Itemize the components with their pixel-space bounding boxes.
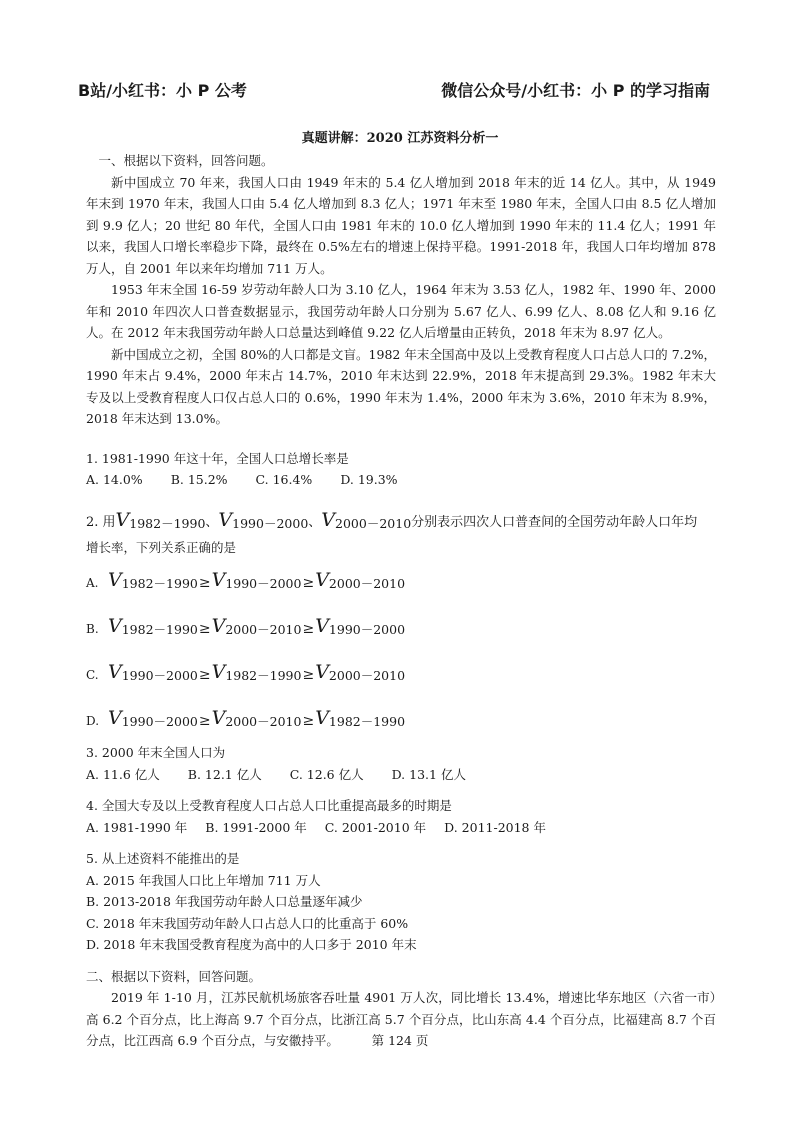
q4-option-c: C. 2001-2010 年 — [324, 819, 427, 835]
q5-stem: 5. 从上述资料不能推出的是 — [86, 851, 240, 866]
header-left: B站/小红书：小 P 公考 — [78, 81, 247, 100]
q4-option-a: A. 1981-1990 年 — [86, 819, 188, 835]
q2-option-b: B. $V_{1982-1990}$ ≥ $V_{2000-2010}$ ≥ $V_{1990-2000}$ — [86, 614, 406, 637]
q4-options — [86, 817, 716, 839]
q2-stem: 2. 用$V_{1982-1990}$、$V_{1990-2000}$、$V_{2000-2010}$分别表示四次人口普查间的全国劳动年龄人口年均 — [86, 508, 698, 531]
section1-heading: 一、根据以下资料，回答问题。 — [98, 153, 274, 168]
section1-paragraph-1: 新中国成立 70 年来，我国人口由 1949 年末的 5.4 亿人增加到 2018 年末的近 14 亿人。其中，从 1949 年末到 1970 年末，我国人口由 5.4 亿人增加到 8.3 亿人；1971 年末至 1980 年末，全国人口由 8.5 亿人增加到 9.9 亿人；20 世纪 80 年代，全国人口由 1981 年末的 10.0 亿人增加到 1990 年末的 11.4 亿人；1991 年以来，我国人口增长率稳步下降，最终在 0.5%左右的增速上保持平稳。1991-2018 年，我国人口年均增加 878 万人，自 2001 年以来年均增加 711 万人。 — [86, 174, 716, 276]
q5-option-c: C. 2018 年末我国劳动年龄人口占总人口的比重高于 60% — [86, 915, 409, 931]
q4-option-b: B. 1991-2000 年 — [205, 819, 307, 835]
q5-option-d: D. 2018 年末我国受教育程度为高中的人口多于 2010 年末 — [86, 937, 417, 952]
document-body — [86, 150, 716, 1052]
page-number: 第 124 页 — [371, 1033, 429, 1048]
q1-option-d: D. 19.3% — [340, 472, 398, 487]
q1-stem: 1. 1981-1990 年这十年，全国人口总增长率是 — [86, 450, 349, 466]
q5-option-b: B. 2013-2018 年我国劳动年龄人口总量逐年减少 — [86, 894, 363, 909]
q2-option-c: C. $V_{1990-2000}$ ≥ $V_{1982-1990}$ ≥ $V_{2000-2010}$ — [86, 660, 406, 683]
section2-paragraph: 2019 年 1-10 月，江苏民航机场旅客吞吐量 4901 万人次，同比增长 13.4%，增速比华东地区（六省一市）高 6.2 个百分点，比上海高 9.7 个百分点，比浙江高 5.7 个百分点，比山东高 4.4 个百分点，比福建高 8.7 个百分点，比江西高 6.9 个百分点，与安徽持平。 — [86, 990, 716, 1048]
q2-option-d: D. $V_{1990-2000}$ ≥ $V_{2000-2010}$ ≥ $V_{1982-1990}$ — [86, 706, 406, 729]
q3-option-a: A. 11.6 亿人 — [86, 766, 160, 782]
q2-stem-line2: 增长率，下列关系正确的是 — [86, 539, 237, 555]
q3-option-c: C. 12.6 亿人 — [289, 766, 364, 782]
q3-option-d: D. 13.1 亿人 — [391, 766, 466, 782]
q4-option-d: D. 2011-2018 年 — [444, 819, 546, 835]
q3-stem: 3. 2000 年末全国人口为 — [86, 745, 226, 760]
section1-paragraph-3: 新中国成立之初，全国 80%的人口都是文盲。1982 年末全国高中及以上受教育程度人口占总人口的 7.2%，1990 年末占 9.4%，2000 年末占 14.7%，2010 年末达到 22.9%，2018 年末提高到 29.3%。1982 年末大专及以上受教育程度人口仅占总人口的 0.6%，1990 年末为 1.4%，2000 年末为 3.6%，2010 年末为 8.9%，2018 年末达到 13.0%。 — [86, 346, 716, 426]
header-right: 微信公众号/小红书：小 P 的学习指南 — [441, 81, 710, 100]
q1-option-a: A. 14.0% — [86, 472, 143, 487]
q1-option-b: B. 15.2% — [170, 472, 228, 487]
q1-option-c: C. 16.4% — [255, 472, 313, 487]
q1-options — [86, 469, 716, 491]
page-title: 真题讲解：2020 江苏资料分析一 — [301, 131, 499, 146]
q3-option-b: B. 12.1 亿人 — [187, 766, 262, 782]
section1-paragraph-2: 1953 年末全国 16-59 岁劳动年龄人口为 3.10 亿人，1964 年末为 3.53 亿人，1982 年、1990 年、2000 年和 2010 年四次人口普查数据显示，我国劳动年龄人口分别为 5.67 亿人、6.99 亿人、8.08 亿人和 9.16 亿人。在 2012 年末我国劳动年龄人口总量达到峰值 9.22 亿人后增量由正转负，2018 年末为 8.97 亿人。 — [86, 282, 716, 340]
section2-heading: 二、根据以下资料，回答问题。 — [86, 968, 262, 984]
q3-options — [86, 764, 716, 786]
q5-option-a: A. 2015 年我国人口比上年增加 711 万人 — [86, 872, 321, 888]
q4-stem: 4. 全国大专及以上受教育程度人口占总人口比重提高最多的时期是 — [86, 798, 452, 813]
q2-option-a: A. $V_{1982-1990}$ ≥ $V_{1990-2000}$ ≥ $V_{2000-2010}$ — [86, 568, 406, 591]
